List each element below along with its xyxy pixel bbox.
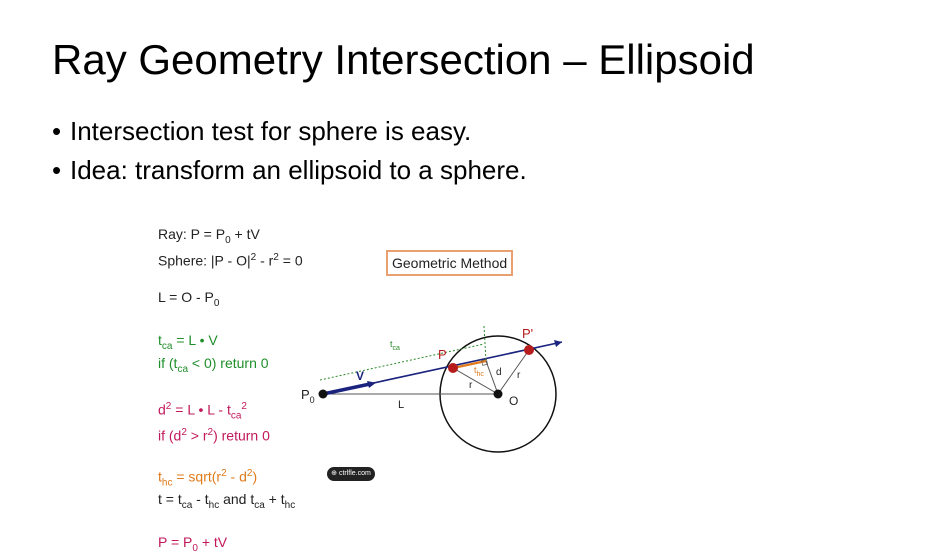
t-eq-part: and t [219,491,255,508]
p-eq-part: + tV [197,534,228,551]
sphere-eq-part: - r [256,252,274,269]
d2-eq-sup: 2 [165,400,172,412]
l-eq-part: L = O - P [158,289,214,306]
p-prime-point [524,345,534,355]
d2-test-part: ) return 0 [213,427,270,444]
thc-eq-sub: hc [161,477,173,489]
ray-eq-part: Ray: P = P [158,226,226,242]
sphere-eq-sup: 2 [250,251,257,263]
p-point [448,363,458,373]
t-eq-sub: ca [254,500,265,512]
bullet-list [52,112,527,190]
r-label-1: r [469,380,473,391]
t-eq-sub: hc [284,500,296,512]
d2-test-sup: 2 [181,427,187,439]
geometric-method-label: Geometric Method [386,250,513,276]
p-label: P [438,347,447,362]
p-prime-label: P' [522,326,534,341]
l-label: L [398,399,405,411]
bullet-text: Intersection test for sphere is easy. [70,116,472,146]
thc-eq-part: - d [226,468,247,485]
ray-eq-part: + tV [230,226,260,242]
t-equation [158,491,328,514]
tca-eq-sub: ca [161,341,173,353]
thc-label: $t_{hc}$ [474,365,484,378]
thc-eq-part: t [158,468,162,485]
bullet-dot: • [52,116,62,146]
tca-test-part: < 0) return 0 [188,355,269,372]
r-label-2: r [517,370,521,381]
slide-title: Ray Geometry Intersection – Ellipsoid [52,36,755,83]
sphere-eq-part: = 0 [278,252,303,269]
d2-eq-sup: 2 [241,400,247,412]
ray-sphere-diagram [290,240,590,465]
origin-point [494,390,503,399]
watermark-badge[interactable]: ⊕ ctrlfle.com [327,467,375,481]
bullet-dot: • [52,155,62,185]
tca-dimension-line [320,344,484,380]
sphere-eq-sup: 2 [273,251,279,263]
l-eq-sub: 0 [213,298,220,310]
p0-label: $P_0$ [301,387,315,405]
ray-eq-sub: 0 [225,234,231,246]
p-eq-sub: 0 [192,543,198,554]
tca-eq-part: = L • V [172,332,218,349]
t-eq-part: + t [264,491,285,508]
t-eq-part: - t [192,491,209,508]
thc-eq-part: = sqrt(r [172,468,222,485]
tca-dimension-tick [484,326,486,361]
t-eq-part: t = t [158,491,182,508]
bullet-item [52,112,527,151]
d2-test-part: if (d [158,427,182,444]
thc-eq-part: ) [252,468,258,485]
thc-eq-sup: 2 [221,467,227,479]
thc-eq-sup: 2 [246,467,253,479]
t-eq-sub: hc [208,500,220,512]
radius-line-p-prime [498,350,529,394]
p0-point [319,390,328,399]
bullet-text: Idea: transform an ellipsoid to a sphere. [70,155,527,185]
tca-test-sub: ca [177,363,189,375]
tca-eq-part: t [158,332,162,349]
ray-arrowhead [554,340,562,347]
tca-test-part: if (t [158,355,178,372]
d-label: d [496,367,502,378]
v-label: V [356,369,365,383]
d2-eq-part: d [158,401,166,418]
o-label: O [509,394,519,408]
p-equation [158,534,328,557]
v-vector [323,384,370,394]
sphere-eq-part: Sphere: |P - O| [158,252,251,269]
tca-label: $t_{ca}$ [390,339,400,352]
d2-test-part: > r [186,427,208,444]
d2-test-sup: 2 [207,427,214,439]
d2-eq-sub: ca [230,410,242,422]
bullet-item [52,151,527,190]
d2-eq-part: = L • L - t [171,401,231,418]
p-eq-part: P = P [158,534,193,551]
t-eq-sub: ca [181,500,193,512]
thc-equation [158,465,328,491]
